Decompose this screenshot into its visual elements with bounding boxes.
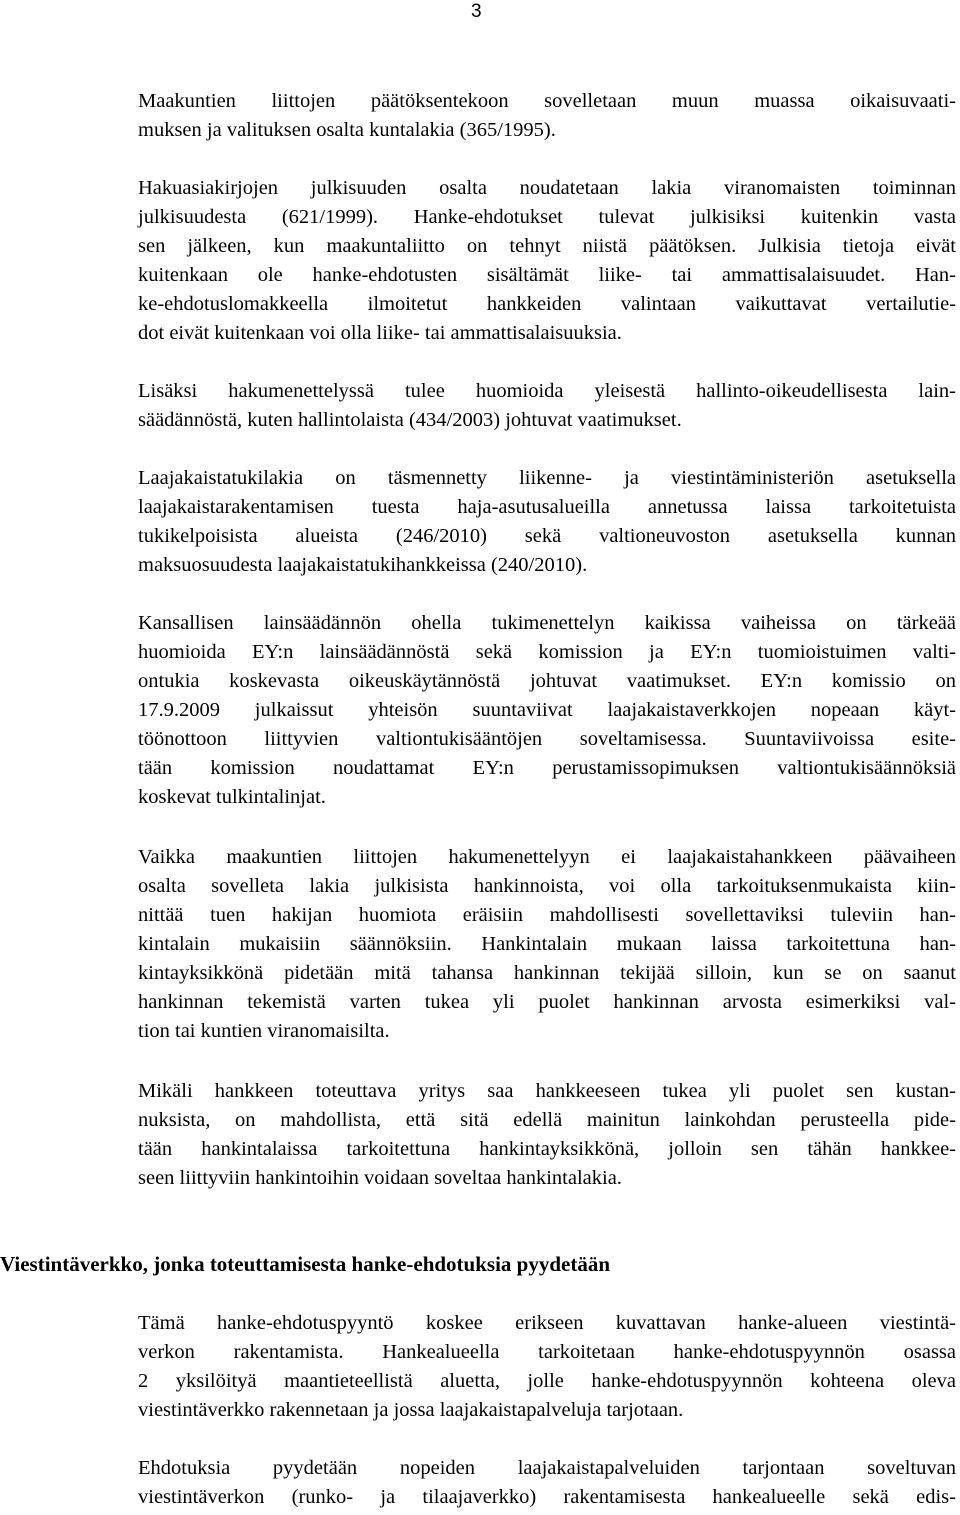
text-line: verkon rakentamista. Hankealueella tarkoitetaan hanke-ehdotuspyynnön osassa xyxy=(138,1341,956,1363)
section-heading: Viestintäverkko, jonka toteuttamisesta hanke-ehdotuksia pyydetään xyxy=(0,1252,611,1276)
text-line: kintalain mukaisiin säännöksiin. Hankintalain mukaan laissa tarkoitettuna han- xyxy=(138,933,956,955)
text-line: Laajakaistatukilakia on täsmennetty liikenne- ja viestintäministeriön asetuksella xyxy=(138,467,956,489)
text-line: 17.9.2009 julkaissut yhteisön suuntaviivat laajakaistaverkkojen nopeaan käyt- xyxy=(138,699,956,721)
text-line: töönottoon liittyvien valtiontukisääntöjen soveltamisessa. Suuntaviivoissa esite- xyxy=(138,728,956,750)
text-line: tion tai kuntien viranomaisilta. xyxy=(138,1020,390,1042)
text-line: Tämä hanke-ehdotuspyyntö koskee erikseen kuvattavan hanke-alueen viestintä- xyxy=(138,1312,956,1334)
text-line: kintayksikkönä pidetään mitä tahansa hankinnan tekijää silloin, kun se on saanut xyxy=(138,962,956,984)
paragraph-1 xyxy=(138,87,956,145)
text-line: julkisuudesta (621/1999). Hanke-ehdotukset tulevat julkisiksi kuitenkin vasta xyxy=(138,206,956,228)
text-line: hankinnan tekemistä varten tukea yli puolet hankinnan arvosta esimerkiksi val- xyxy=(138,991,956,1013)
text-line: ontukia koskevasta oikeuskäytännöstä johtuvat vaatimukset. EY:n komissio on xyxy=(138,670,956,692)
text-line: Mikäli hankkeen toteuttava yritys saa hankkeeseen tukea yli puolet sen kustan- xyxy=(138,1080,956,1102)
section-paragraph-1 xyxy=(138,1309,956,1425)
text-line: nittää tuen hakijan huomiota eräisiin mahdollisesti sovellettaviksi tuleviin han- xyxy=(138,904,956,926)
text-line: Vaikka maakuntien liittojen hakumenettelyyn ei laajakaistahankkeen päävaiheen xyxy=(138,846,956,868)
text-line: Hakuasiakirjojen julkisuuden osalta noudatetaan lakia viranomaisten toiminnan xyxy=(138,177,956,199)
paragraph-4 xyxy=(138,464,956,580)
text-line: sen jälkeen, kun maakuntaliitto on tehnyt niistä päätöksen. Julkisia tietoja eivät xyxy=(138,235,956,257)
text-line: seen liittyviin hankintoihin voidaan soveltaa hankintalakia. xyxy=(138,1167,622,1189)
text-line: nuksista, on mahdollista, että sitä edellä mainitun lainkohdan perusteella pide- xyxy=(138,1109,956,1131)
text-line: Kansallisen lainsäädännön ohella tukimenettelyn kaikissa vaiheissa on tärkeää xyxy=(138,612,956,634)
paragraph-2 xyxy=(138,174,956,348)
text-line: huomioida EY:n lainsäädännöstä sekä komission ja EY:n tuomioistuimen valti- xyxy=(138,641,956,663)
text-line: maksuosuudesta laajakaistatukihankkeissa (240/2010). xyxy=(138,554,588,576)
text-line: Maakuntien liittojen päätöksentekoon sovelletaan muun muassa oikaisuvaati- xyxy=(138,90,956,112)
text-line: kuitenkaan ole hanke-ehdotusten sisältämät liike- tai ammattisalaisuudet. Han- xyxy=(138,264,956,286)
paragraph-6 xyxy=(138,843,956,1046)
section-paragraph-2 xyxy=(138,1454,956,1512)
text-line: dot eivät kuitenkaan voi olla liike- tai ammattisalaisuuksia. xyxy=(138,322,622,344)
text-line: tään hankintalaissa tarkoitettuna hankintayksikkönä, jolloin sen tähän hankkee- xyxy=(138,1138,956,1160)
text-line: Ehdotuksia pyydetään nopeiden laajakaistapalveluiden tarjontaan soveltuvan xyxy=(138,1457,956,1479)
text-line: Lisäksi hakumenettelyssä tulee huomioida yleisestä hallinto-oikeudellisesta lain- xyxy=(138,380,956,402)
text-line: 2 yksilöityä maantieteellistä aluetta, jolle hanke-ehdotuspyynnön kohteena oleva xyxy=(138,1370,956,1392)
paragraph-7 xyxy=(138,1077,956,1193)
page-number: 3 xyxy=(471,1,482,22)
text-line: ke-ehdotuslomakkeella ilmoitetut hankkeiden valintaan vaikuttavat vertailutie- xyxy=(138,293,956,315)
text-line: viestintäverkko rakennetaan ja jossa laajakaistapalveluja tarjotaan. xyxy=(138,1399,684,1421)
paragraph-3 xyxy=(138,377,956,435)
text-line: muksen ja valituksen osalta kuntalakia (365/1995). xyxy=(138,119,556,141)
text-line: osalta sovelleta lakia julkisista hankinnoista, voi olla tarkoituksenmukaista kiin- xyxy=(138,875,956,897)
paragraph-5 xyxy=(138,609,956,812)
text-line: viestintäverkon (runko- ja tilaajaverkko) rakentamisesta hankealueelle sekä edis- xyxy=(138,1486,956,1508)
text-line: säädännöstä, kuten hallintolaista (434/2003) johtuvat vaatimukset. xyxy=(138,409,682,431)
text-line: koskevat tulkintalinjat. xyxy=(138,786,326,808)
text-line: tukikelpoisista alueista (246/2010) sekä valtioneuvoston asetuksella kunnan xyxy=(138,525,956,547)
text-line: laajakaistarakentamisen tuesta haja-asutusalueilla annetussa laissa tarkoitetuista xyxy=(138,496,956,518)
text-line: tään komission noudattamat EY:n perustamissopimuksen valtiontukisäännöksiä xyxy=(138,757,956,779)
